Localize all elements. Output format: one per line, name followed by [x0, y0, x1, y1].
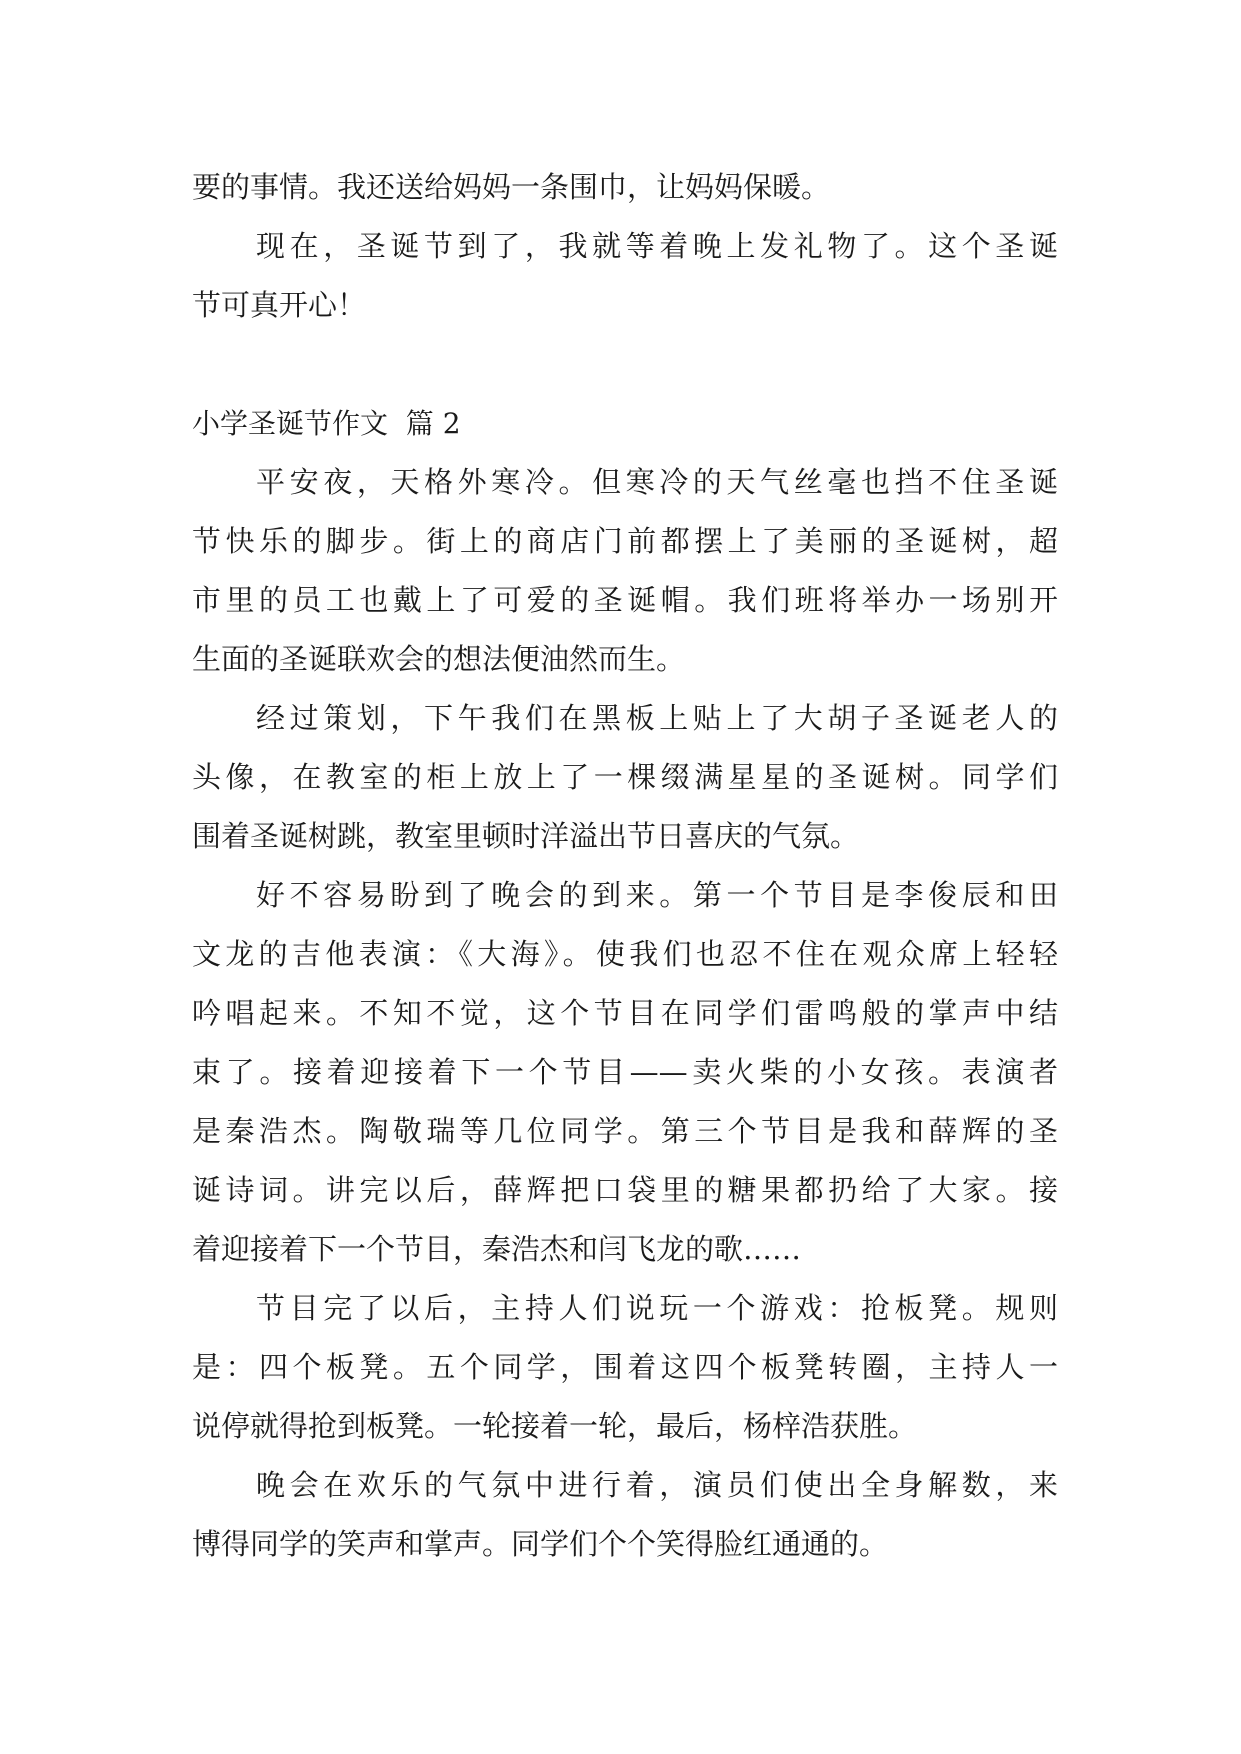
text-line: 是秦浩杰。陶敬瑞等几位同学。第三个节目是我和薛辉的圣: [192, 1114, 1058, 1148]
text-line: 是：四个板凳。五个同学，围着这四个板凳转圈，主持人一: [192, 1350, 1058, 1384]
text-line: 现在，圣诞节到了，我就等着晚上发礼物了。这个圣诞: [256, 229, 1058, 263]
section-heading: 小学圣诞节作文 篇 2: [192, 407, 461, 440]
text-line: 博得同学的笑声和掌声。同学们个个笑得脸红通通的。: [192, 1527, 889, 1561]
paragraph: [192, 453, 1058, 689]
text-line: 头像，在教室的柜上放上了一棵缀满星星的圣诞树。同学们: [192, 760, 1058, 794]
text-line: 吟唱起来。不知不觉，这个节目在同学们雷鸣般的掌声中结: [192, 996, 1058, 1030]
text-line: 晚会在欢乐的气氛中进行着，演员们使出全身解数，来: [256, 1468, 1058, 1502]
paragraph: [192, 866, 1058, 1279]
text-line: 着迎接着下一个节目，秦浩杰和闫飞龙的歌……: [192, 1232, 802, 1266]
paragraph: [192, 217, 1058, 335]
paragraph-spacer: [192, 335, 1058, 394]
text-line: 平安夜，天格外寒冷。但寒冷的天气丝毫也挡不住圣诞: [256, 465, 1058, 499]
text-line: 束了。接着迎接着下一个节目——卖火柴的小女孩。表演者: [192, 1055, 1058, 1089]
text-line: 节快乐的脚步。街上的商店门前都摆上了美丽的圣诞树，超: [192, 524, 1058, 558]
text-line: 文龙的吉他表演：《大海》。使我们也忍不住在观众席上轻轻: [192, 937, 1058, 971]
text-line: 围着圣诞树跳，教室里顿时洋溢出节日喜庆的气氛。: [192, 819, 860, 853]
paragraph: [192, 158, 1058, 217]
text-line: 要的事情。我还送给妈妈一条围巾，让妈妈保暖。: [192, 170, 831, 204]
text-line: 经过策划，下午我们在黑板上贴上了大胡子圣诞老人的: [256, 701, 1058, 735]
paragraph: [192, 1279, 1058, 1456]
document-page: [192, 158, 1058, 1574]
text-line: 说停就得抢到板凳。一轮接着一轮，最后，杨梓浩获胜。: [192, 1409, 918, 1443]
text-line: 诞诗词。讲完以后，薛辉把口袋里的糖果都扔给了大家。接: [192, 1173, 1058, 1207]
text-line: 市里的员工也戴上了可爱的圣诞帽。我们班将举办一场别开: [192, 583, 1058, 617]
paragraph: [192, 689, 1058, 866]
text-line: 节目完了以后，主持人们说玩一个游戏：抢板凳。规则: [256, 1291, 1058, 1325]
text-line: 好不容易盼到了晚会的到来。第一个节目是李俊辰和田: [256, 878, 1058, 912]
text-line: 生面的圣诞联欢会的想法便油然而生。: [192, 642, 686, 676]
text-line: 节可真开心！: [192, 288, 367, 322]
paragraph: [192, 1456, 1058, 1574]
